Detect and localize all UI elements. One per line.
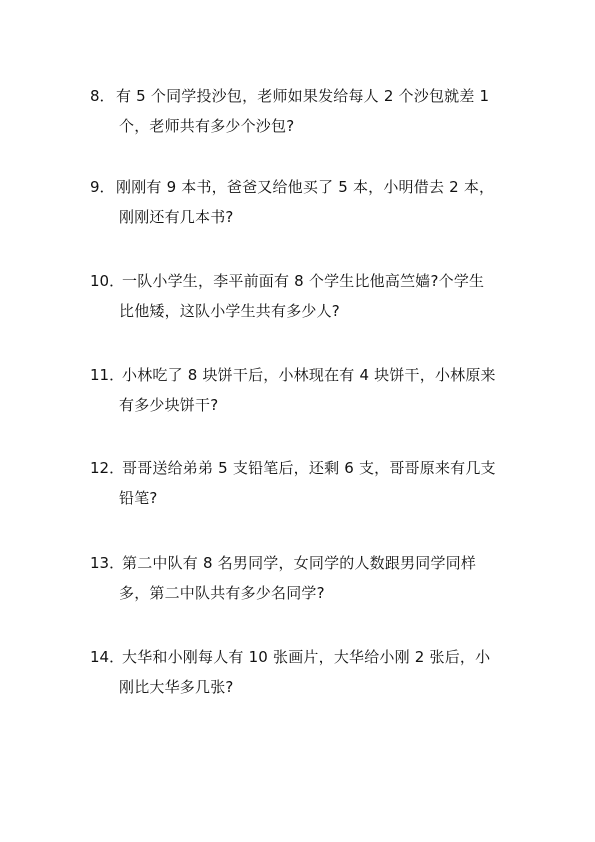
problem-text-line-1: 哥哥送给弟弟 5 支铅笔后，还剩 6 支，哥哥原来有几支	[122, 459, 496, 477]
problem-text-line-2: 比他矮，这队小学生共有多少人?	[119, 302, 340, 320]
problem-number: 13．	[90, 554, 125, 572]
problem-text-line-1: 大华和小刚每人有 10 张画片，大华给小刚 2 张后，小	[122, 648, 491, 666]
problem-text-line-1: 一队小学生，李平前面有 8 个学生比他高竺嫱?个学生	[122, 272, 485, 290]
problem-text-line-1: 有 5 个同学投沙包，老师如果发给每人 2 个沙包就差 1	[116, 87, 490, 105]
problem-number: 14．	[90, 648, 125, 666]
problem-text-line-2: 有多少块饼干?	[119, 396, 219, 414]
problem-text-line-2: 多，第二中队共有多少名同学?	[119, 584, 325, 602]
problem-text-line-2: 个，老师共有多少个沙包?	[119, 117, 295, 135]
problem-text-line-2: 铅笔?	[119, 489, 158, 507]
problem-number: 12．	[90, 459, 125, 477]
problem-text-line-2: 刚比大华多几张?	[119, 678, 234, 696]
problem-text-line-1: 刚刚有 9 本书，爸爸又给他买了 5 本，小明借去 2 本，	[116, 178, 495, 196]
problem-text-line-1: 小林吃了 8 块饼干后，小林现在有 4 块饼干，小林原来	[122, 366, 496, 384]
problem-number: 9．	[90, 178, 115, 196]
problem-text-line-1: 第二中队有 8 名男同学，女同学的人数跟男同学同样	[122, 554, 477, 572]
problem-number: 11．	[90, 366, 125, 384]
problem-number: 10．	[90, 272, 125, 290]
problem-number: 8．	[90, 87, 115, 105]
problem-text-line-2: 刚刚还有几本书?	[119, 208, 234, 226]
